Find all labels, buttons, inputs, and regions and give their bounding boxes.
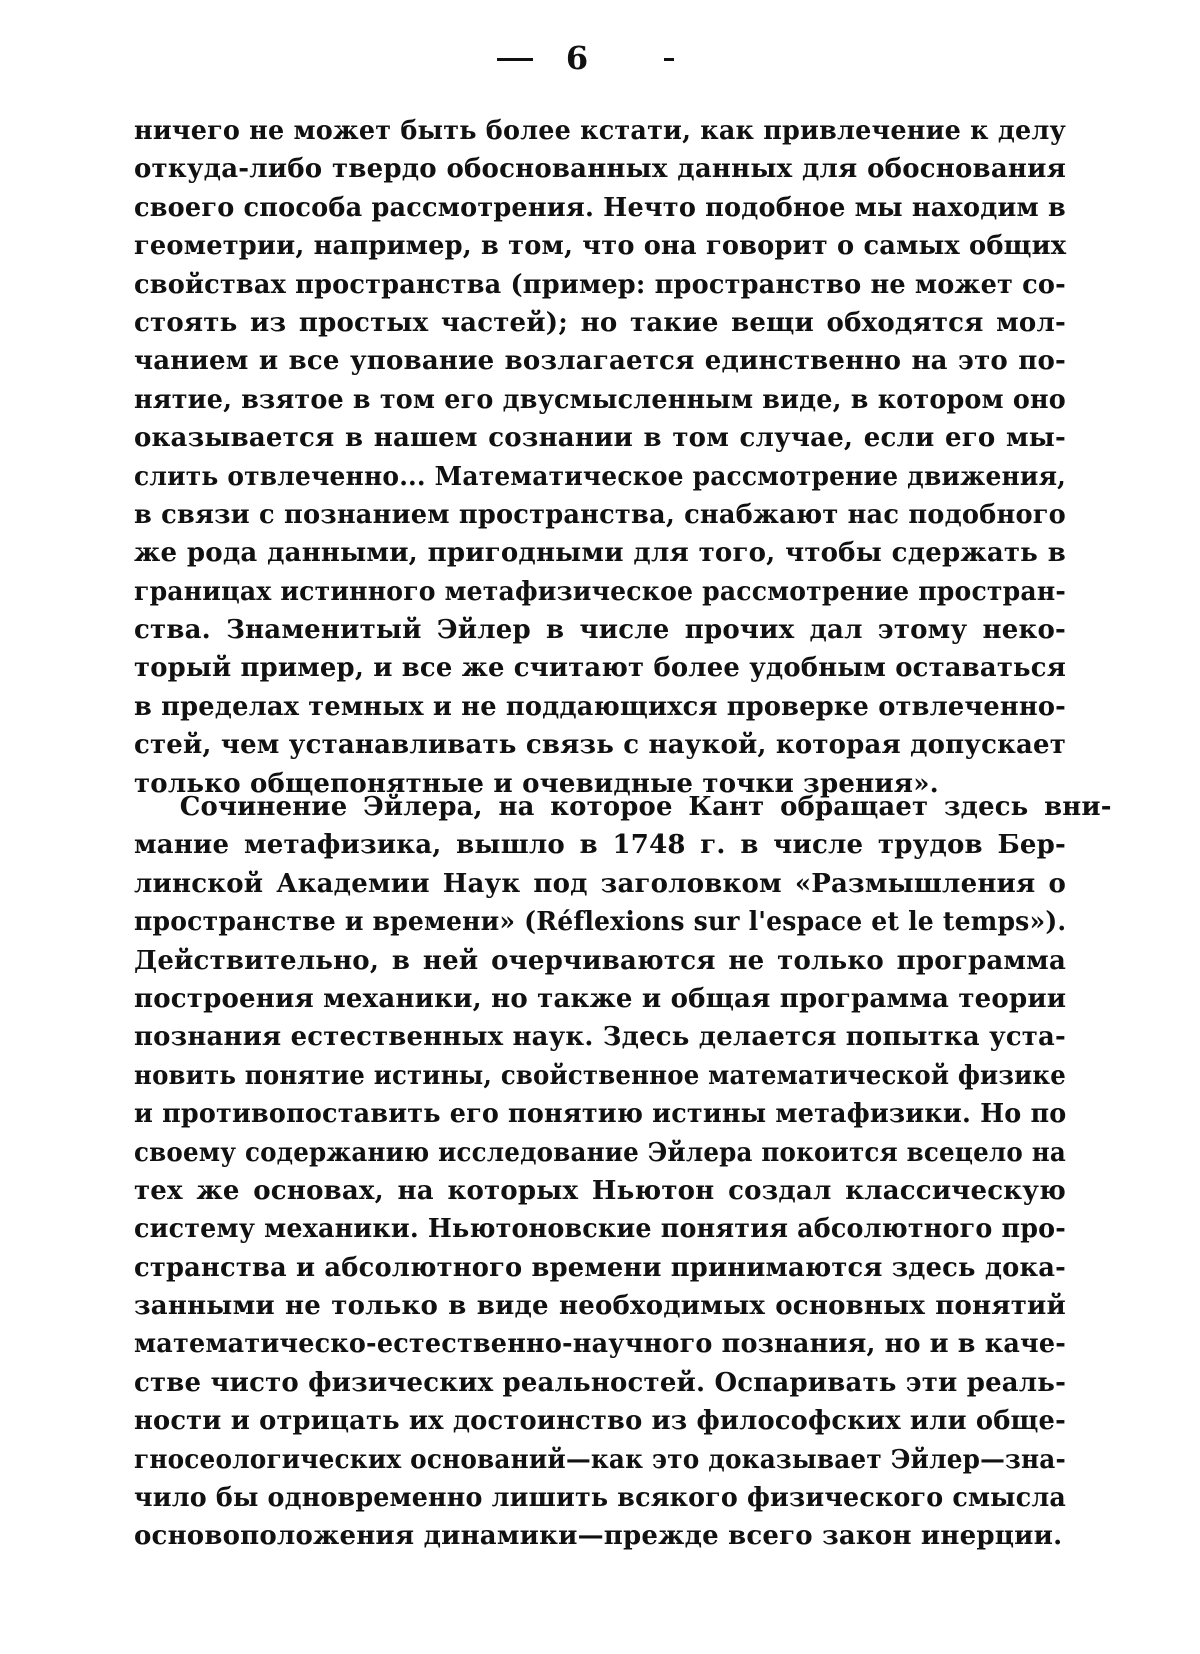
text-line: в пределах темных и не поддающихся проверке отвлеченно- — [134, 691, 1066, 722]
text-line: познания естественных наук. Здесь делается попытка уста- — [134, 1022, 1066, 1053]
text-line: границах истинного метафизическое рассмотрение простран- — [134, 576, 1066, 607]
text-line: гносеологических оснований—как это доказывает Эйлер—зна- — [134, 1444, 1066, 1475]
text-line: нятие, взятое в том его двусмысленным виде, в котором оно — [134, 384, 1066, 415]
text-line: только общепонятные и очевидные точки зрения». — [134, 768, 939, 799]
text-line: мание метафизика, вышло в 1748 г. в числе трудов Бер- — [134, 830, 1066, 861]
text-line: геометрии, например, в том, что она говорит о самых общих — [134, 231, 1067, 262]
text-line: торый пример, и все же считают более удобным оставаться — [134, 653, 1066, 684]
text-line: странства и абсолютного времени принимаются здесь дока- — [134, 1252, 1066, 1283]
text-line: основоположения динамики—прежде всего закон инерции. — [134, 1521, 1063, 1552]
text-line: свойствах пространства (пример: пространство не может со- — [134, 269, 1066, 300]
text-line: математическо-естественно-научного познания, но и в каче- — [134, 1329, 1067, 1360]
text-line: же рода данными, пригодными для того, чтобы сдержать в — [134, 538, 1066, 569]
page-number: 6 — [565, 39, 589, 77]
text-line: стей, чем устанавливать связь с наукой, которая допускает — [134, 730, 1067, 761]
text-line: новить понятие истины, свойственное математической физике — [134, 1060, 1066, 1091]
text-line: своего способа рассмотрения. Нечто подобное мы находим в — [134, 192, 1066, 223]
text-line: ства. Знаменитый Эйлер в числе прочих дал этому неко- — [134, 615, 1066, 646]
text-line: Действительно, в ней очерчиваются не только программа — [134, 945, 1066, 976]
text-line: стоять из простых частей); но такие вещи обходятся мол- — [134, 307, 1066, 338]
text-line: пространстве и времени» (Réflexions sur l'espace et le temps»). — [134, 907, 1067, 938]
text-line: ничего не может быть более кстати, как привлечение к делу — [134, 116, 1067, 146]
text-line: в связи с познанием пространства, снабжают нас подобного — [134, 499, 1066, 530]
text-line: систему механики. Ньютоновские понятия абсолютного про- — [134, 1214, 1066, 1245]
text-line: чанием и все упование возлагается единственно на это по- — [134, 346, 1066, 377]
text-line: и противопоставить его понятию истины метафизики. Но по — [134, 1099, 1067, 1130]
page-header — [0, 34, 1200, 86]
text-line: откуда-либо твердо обоснованных данных для обоснования — [134, 154, 1066, 185]
text-line: стве чисто физических реальностей. Оспаривать эти реаль- — [134, 1367, 1067, 1398]
text-line: линской Академии Наук под заголовком «Размышления о — [134, 868, 1066, 899]
paragraph-2 — [134, 788, 1112, 1556]
text-line: слить отвлеченно... Математическое рассмотрение движения, — [134, 461, 1067, 492]
text-line: ности и отрицать их достоинство из философских или обще- — [134, 1406, 1066, 1437]
text-line: чило бы одновременно лишить всякого физического смысла — [134, 1483, 1067, 1514]
text-line: оказывается в нашем сознании в том случае, если его мы- — [134, 423, 1066, 454]
text-line: построения механики, но также и общая программа теории — [134, 983, 1067, 1014]
text-line: своему содержанию исследование Эйлера покоится всецело на — [134, 1137, 1067, 1168]
paragraph-1 — [134, 112, 1066, 803]
header-dash-right — [664, 58, 674, 61]
text-line: Сочинение Эйлера, на которое Кант обращает здесь вни- — [179, 792, 1112, 822]
text-line: тех же основах, на которых Ньютон создал классическую — [134, 1175, 1066, 1206]
text-line: занными не только в виде необходимых основных понятий — [134, 1291, 1066, 1322]
header-dash-left — [497, 58, 533, 61]
